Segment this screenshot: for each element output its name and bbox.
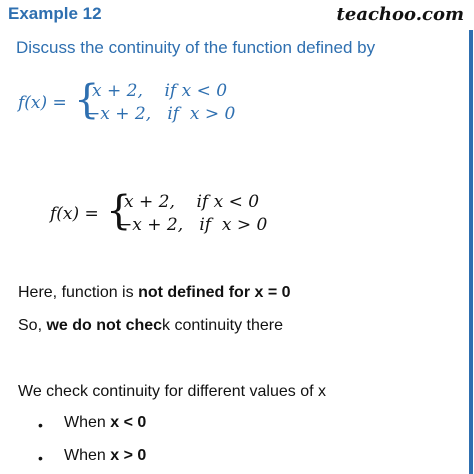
statement-emphasis: we do not chec xyxy=(46,317,163,334)
bullet-value: x > 0 xyxy=(110,447,147,464)
brace-icon: { xyxy=(74,77,100,123)
bullet-icon: • xyxy=(38,450,43,466)
bullet-prefix: When xyxy=(64,414,111,431)
case-2: −x + 2, if x > 0 xyxy=(118,215,268,235)
function-name: f(x) = xyxy=(18,93,67,113)
statement-text: k continuity there xyxy=(162,317,283,334)
bullet-item xyxy=(64,447,146,465)
bullet-prefix: When xyxy=(64,447,111,464)
case-1: x + 2, if x < 0 xyxy=(92,81,228,101)
statement-no-check xyxy=(18,317,283,335)
brace-icon: { xyxy=(106,188,132,234)
brand-logo: teachoo.com xyxy=(336,4,464,25)
function-name: f(x) = xyxy=(50,204,99,224)
case-1: x + 2, if x < 0 xyxy=(124,192,260,212)
bullet-icon: • xyxy=(38,417,43,433)
bullet-value: x < 0 xyxy=(110,414,147,431)
statement-not-defined xyxy=(18,284,291,302)
page-title: Example 12 xyxy=(8,4,102,23)
question-text: Discuss the continuity of the function defined by xyxy=(16,38,376,57)
side-accent-bar xyxy=(469,30,473,474)
bullet-item xyxy=(64,414,146,432)
statement-text: So, xyxy=(18,317,47,334)
statement-text: Here, function is xyxy=(18,284,139,301)
statement-emphasis: not defined for x = 0 xyxy=(138,284,291,301)
case-2: −x + 2, if x > 0 xyxy=(86,104,236,124)
statement-check-values: We check continuity for different values of x xyxy=(18,383,327,400)
